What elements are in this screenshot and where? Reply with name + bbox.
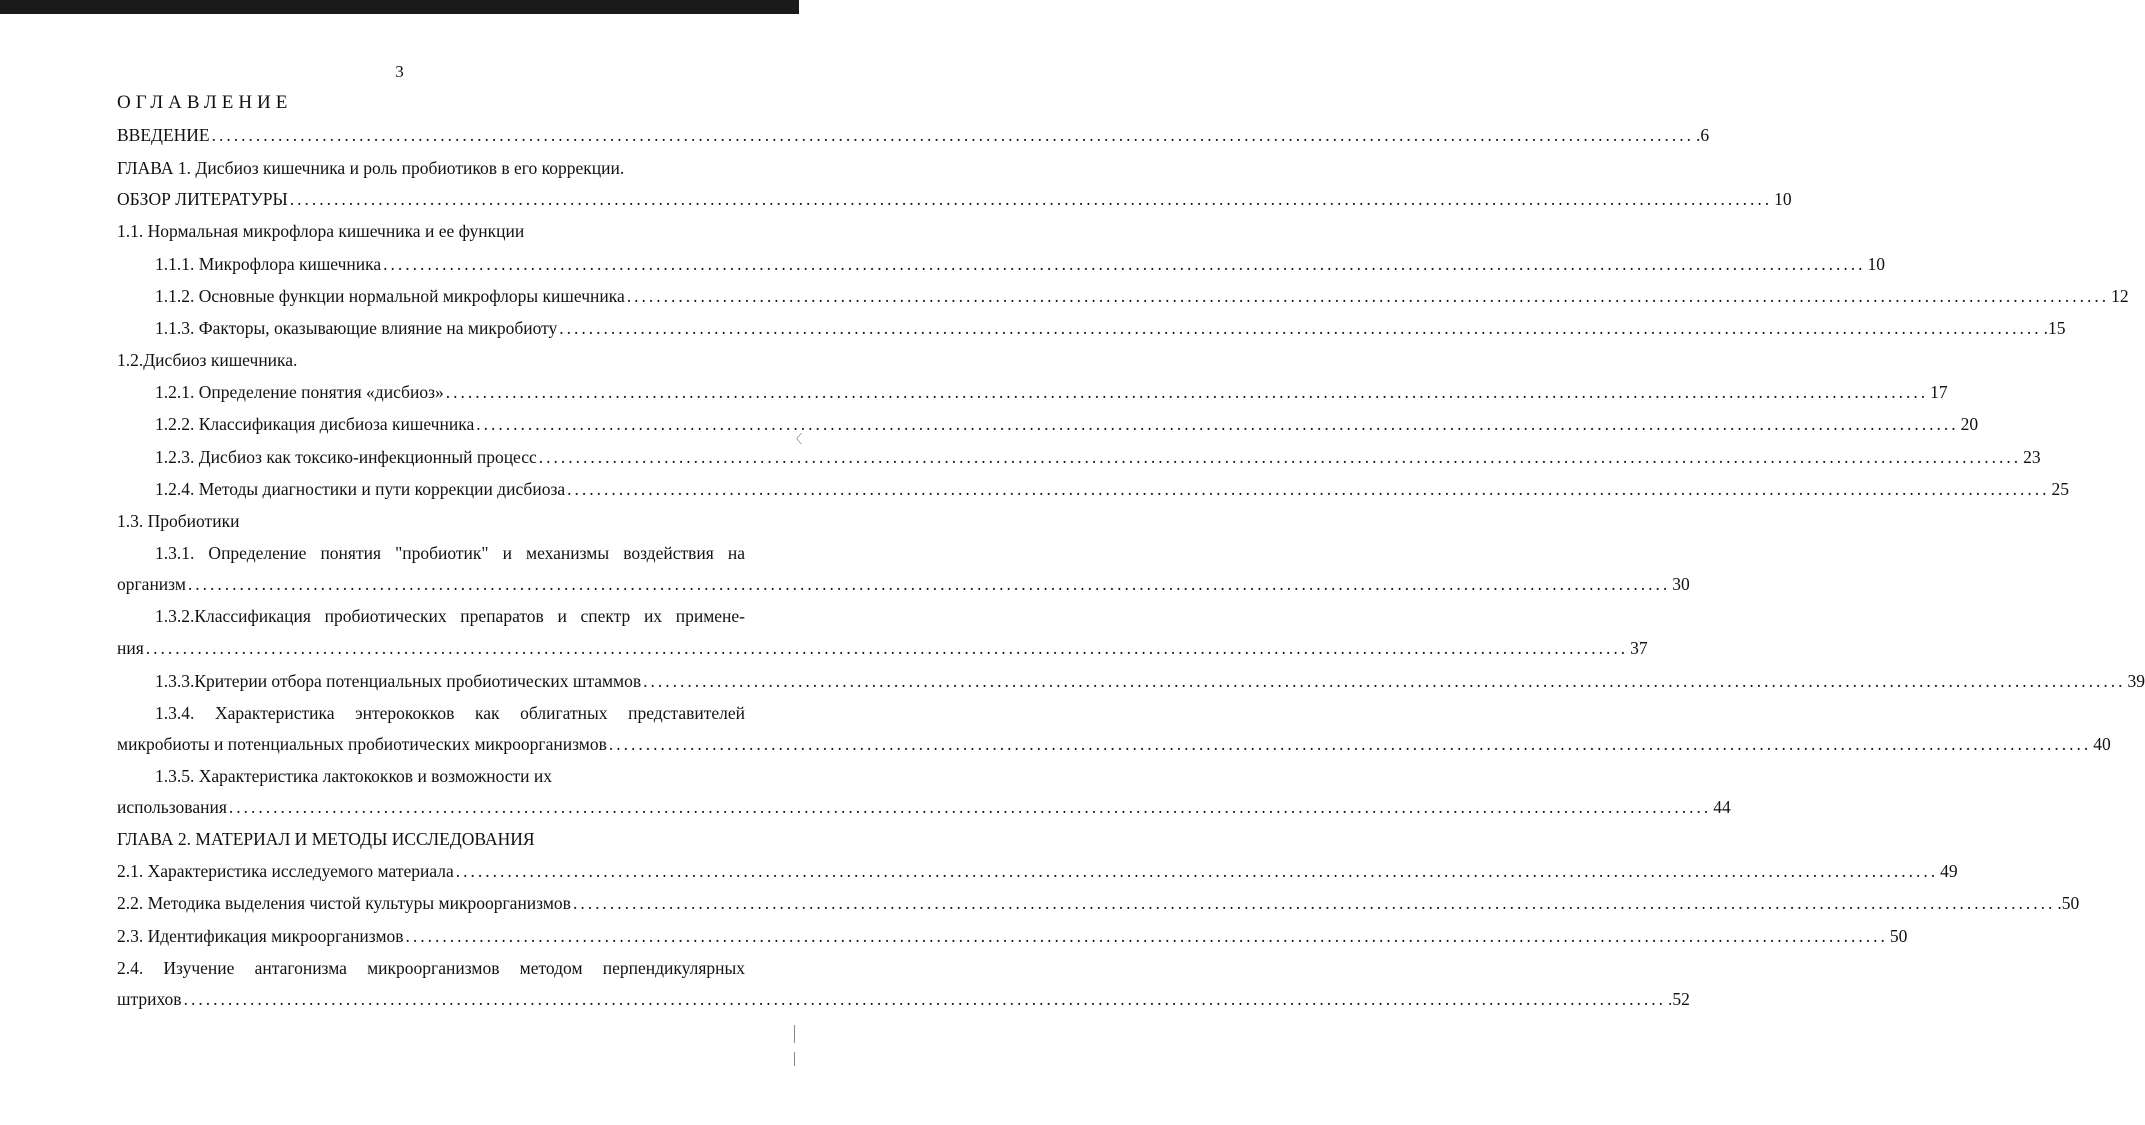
toc-entry-1-3-3[interactable]: 1.3.3.Критерии отбора потенциальных пробиотических штаммов ..... 39 xyxy=(155,670,745,692)
margin-bracket-mark: 〈 xyxy=(790,432,803,446)
page-ref: 12 xyxy=(2111,286,2129,306)
toc-entry-1-1-1[interactable]: 1.1.1. Микрофлора кишечника ..... 10 xyxy=(155,253,745,275)
toc-entry-1-2-1[interactable]: 1.2.1. Определение понятия «дисбиоз» ..... 17 xyxy=(155,381,745,403)
toc-entry-1-3-2-line1[interactable]: 1.3.2.Классификация пробиотических препаратов и спектр их примене- xyxy=(155,606,745,626)
leader-dots xyxy=(539,446,2021,468)
toc-section-1-2[interactable]: 1.2.Дисбиоз кишечника. xyxy=(117,350,298,370)
leader-dots xyxy=(567,478,2049,500)
toc-section-1-3[interactable]: 1.3. Пробиотики xyxy=(117,511,240,531)
page-ref: .15 xyxy=(2043,318,2066,338)
toc-entry-2-4-line1[interactable]: 2.4. Изучение антагонизма микроорганизмов методом перпендикулярных xyxy=(117,958,745,978)
scan-top-border xyxy=(0,0,799,14)
leader-dots xyxy=(643,670,2125,692)
toc-section-1-1[interactable]: 1.1. Нормальная микрофлора кишечника и ее функции xyxy=(117,221,525,241)
toc-entry-2-1[interactable]: 2.1. Характеристика исследуемого материала ..... 49 xyxy=(117,860,745,882)
page-ref: 37 xyxy=(1630,638,1648,658)
toc-entry-1-3-5-line1[interactable]: 1.3.5. Характеристика лактококков и возможности их xyxy=(155,766,553,786)
page-ref: .52 xyxy=(1667,989,1690,1009)
toc-title: ОГЛАВЛЕНИЕ xyxy=(117,92,293,113)
leader-dots xyxy=(573,892,2055,914)
toc-entry-1-2-4[interactable]: 1.2.4. Методы диагностики и пути коррекции дисбиоза ..... 25 xyxy=(155,478,745,500)
page-ref: 40 xyxy=(2093,734,2111,754)
page-ref: 10 xyxy=(1774,189,1792,209)
leader-dots xyxy=(476,413,1958,435)
toc-entry-2-3[interactable]: 2.3. Идентификация микроорганизмов ..... 50 xyxy=(117,925,745,947)
page-ref: 39 xyxy=(2127,671,2145,691)
scan-edge-mark xyxy=(794,1052,795,1066)
page-ref: 49 xyxy=(1940,861,1958,881)
toc-entry-1-1-2[interactable]: 1.1.2. Основные функции нормальной микрофлоры кишечника ..... 12 xyxy=(155,285,745,307)
page-ref: 17 xyxy=(1930,382,1948,402)
leader-dots xyxy=(559,317,2041,339)
page-ref: .50 xyxy=(2057,893,2080,913)
toc-entry-1-3-1-line1[interactable]: 1.3.1. Определение понятия "пробиотик" и механизмы воздействия на xyxy=(155,543,745,563)
page-ref: 44 xyxy=(1713,797,1731,817)
toc-chapter-1-heading[interactable]: ГЛАВА 1. Дисбиоз кишечника и роль пробиотиков в его коррекции. xyxy=(117,158,625,178)
page-ref: .6 xyxy=(1696,125,1710,145)
leader-dots xyxy=(229,796,1711,818)
toc-entry-1-3-2-line2[interactable]: ния ..... 37 xyxy=(117,637,745,659)
toc-entry-2-4-line2[interactable]: штрихов ..... .52 xyxy=(117,988,745,1010)
toc-entry-1-2-2[interactable]: 1.2.2. Классификация дисбиоза кишечника ..... 20 xyxy=(155,413,745,435)
toc-entry-2-2[interactable]: 2.2. Методика выделения чистой культуры микроорганизмов ..... .50 xyxy=(117,892,745,914)
leader-dots xyxy=(383,253,1865,275)
page-ref: 30 xyxy=(1672,574,1690,594)
page-number: 3 xyxy=(395,62,404,81)
toc-entry-1-3-4-line1[interactable]: 1.3.4. Характеристика энтерококков как облигатных представителей xyxy=(155,703,745,723)
page-ref: 20 xyxy=(1960,414,1979,434)
toc-entry-1-1-3[interactable]: 1.1.3. Факторы, оказывающие влияние на микробиоту ..... .15 xyxy=(155,317,745,339)
page-ref: 23 xyxy=(2023,447,2041,467)
leader-dots xyxy=(290,188,1772,210)
toc-entry-literature-review[interactable]: ОБЗОР ЛИТЕРАТУРЫ ..... 10 xyxy=(117,188,745,210)
leader-dots xyxy=(627,285,2109,307)
leader-dots xyxy=(184,988,1666,1010)
scan-edge-mark xyxy=(794,1025,795,1043)
page-ref: 25 xyxy=(2051,479,2070,499)
page-ref: 50 xyxy=(1889,926,1908,946)
leader-dots xyxy=(406,925,1888,947)
toc-entry-1-3-4-line2[interactable]: микробиоты и потенциальных пробиотических микроорганизмов ..... 40 xyxy=(117,733,745,755)
page-ref: 10 xyxy=(1867,254,1886,274)
leader-dots xyxy=(188,573,1670,595)
leader-dots xyxy=(212,124,1694,146)
leader-dots xyxy=(146,637,1628,659)
leader-dots xyxy=(456,860,1938,882)
leader-dots xyxy=(609,733,2091,755)
toc-entry-1-3-5-line2[interactable]: использования ..... 44 xyxy=(117,796,745,818)
toc-entry-1-2-3[interactable]: 1.2.3. Дисбиоз как токсико-инфекционный процесс ..... 23 xyxy=(155,446,745,468)
toc-entry-introduction[interactable]: ВВЕДЕНИЕ ..... .6 xyxy=(117,124,745,146)
toc-chapter-2-heading[interactable]: ГЛАВА 2. МАТЕРИАЛ И МЕТОДЫ ИССЛЕДОВАНИЯ xyxy=(117,829,535,849)
leader-dots xyxy=(446,381,1928,403)
toc-entry-1-3-1-line2[interactable]: организм ..... 30 xyxy=(117,573,745,595)
